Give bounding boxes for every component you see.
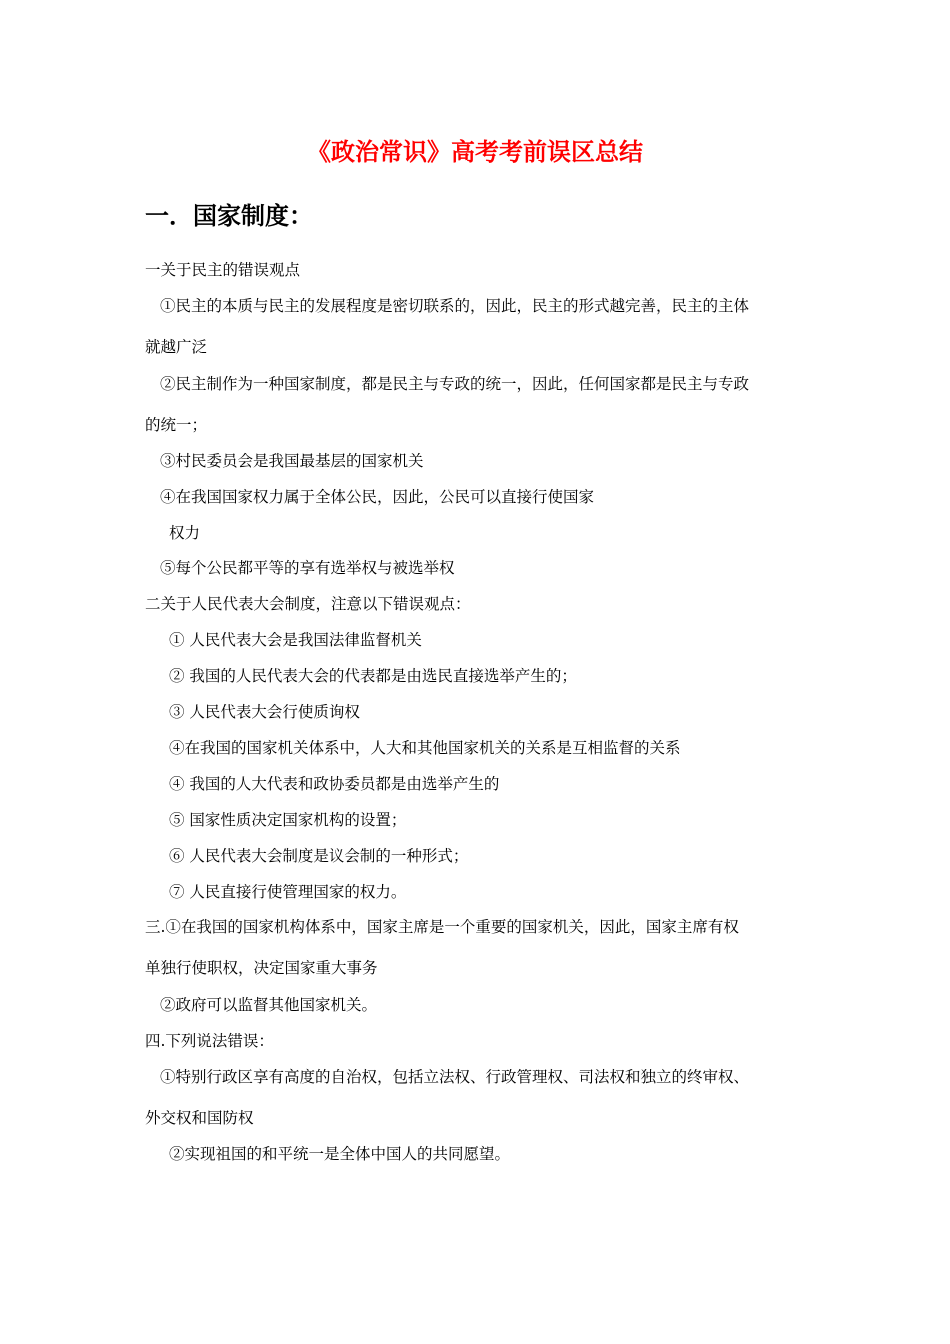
text-line: ④在我国国家权力属于全体公民，因此，公民可以直接行使国家 [160, 488, 595, 506]
text-line: ③村民委员会是我国最基层的国家机关 [160, 452, 424, 470]
text-line: ②政府可以监督其他国家机关。 [160, 996, 378, 1014]
text-line: ①特别行政区享有高度的自治权，包括立法权、行政管理权、司法权和独立的终审权、 [160, 1068, 750, 1086]
text-line: 权力 [169, 524, 201, 542]
text-line: ③ 人民代表大会行使质询权 [169, 703, 360, 721]
text-line: 一关于民主的错误观点 [145, 261, 301, 279]
text-line: 外交权和国防权 [145, 1109, 254, 1127]
text-line: 三.①在我国的国家机构体系中，国家主席是一个重要的国家机关，因此，国家主席有权 [145, 918, 739, 936]
text-line: ①民主的本质与民主的发展程度是密切联系的，因此，民主的形式越完善，民主的主体 [160, 297, 750, 315]
text-line: 单独行使职权，决定国家重大事务 [145, 959, 378, 977]
document-title: 《政治常识》高考考前误区总结 [307, 138, 643, 166]
text-line: 就越广泛 [145, 338, 208, 356]
text-line: ② 我国的人民代表大会的代表都是由选民直接选举产生的； [169, 667, 577, 685]
text-line: ⑤ 国家性质决定国家机构的设置； [169, 811, 407, 829]
text-line: ④在我国的国家机关体系中，人大和其他国家机关的关系是互相监督的关系 [169, 739, 681, 757]
text-line: 二关于人民代表大会制度，注意以下错误观点： [145, 595, 471, 613]
text-line: ⑥ 人民代表大会制度是议会制的一种形式； [169, 847, 469, 865]
text-line: ① 人民代表大会是我国法律监督机关 [169, 631, 422, 649]
text-line: 四.下列说法错误： [145, 1032, 274, 1050]
text-line: ②实现祖国的和平统一是全体中国人的共同愿望。 [169, 1145, 511, 1163]
text-line: ④ 我国的人大代表和政协委员都是由选举产生的 [169, 775, 500, 793]
text-line: ⑤每个公民都平等的享有选举权与被选举权 [160, 559, 455, 577]
text-line: ⑦ 人民直接行使管理国家的权力。 [169, 883, 407, 901]
section-heading: 一．国家制度： [145, 202, 313, 230]
text-line: ②民主制作为一种国家制度，都是民主与专政的统一，因此，任何国家都是民主与专政 [160, 375, 750, 393]
text-line: 的统一； [145, 416, 208, 434]
